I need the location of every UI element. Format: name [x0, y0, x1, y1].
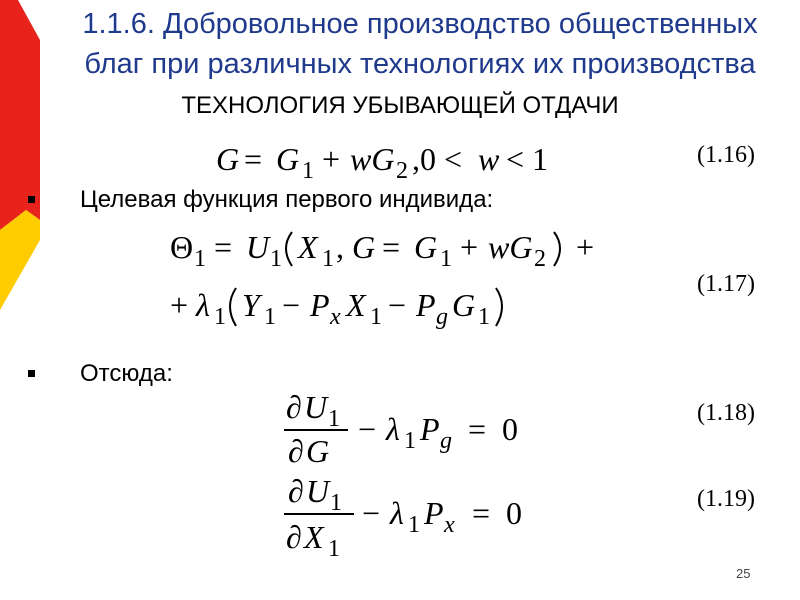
svg-text:x: x [444, 512, 455, 538]
equation-1-17-line-2 [170, 278, 590, 334]
svg-text:2: 2 [534, 246, 546, 272]
svg-text:∂: ∂ [286, 389, 302, 425]
svg-text:λ: λ [390, 495, 404, 531]
equation-number-1-16: (1.16) [697, 142, 755, 168]
bullet-marker [28, 370, 35, 377]
svg-text:G: G [276, 141, 300, 177]
svg-text:−: − [282, 287, 301, 323]
svg-text:U: U [246, 229, 270, 265]
svg-text:< 1: < 1 [506, 141, 549, 177]
svg-text:1: 1 [404, 428, 416, 454]
svg-text:+: + [322, 141, 341, 177]
svg-text:=: = [244, 141, 263, 177]
svg-text:λ: λ [386, 411, 400, 447]
svg-text:X: X [346, 287, 366, 323]
equation-1-18 [282, 386, 582, 470]
svg-text:2: 2 [396, 158, 408, 184]
svg-text:P: P [424, 495, 444, 531]
title-line-2: благ при различных технологиях их производства [84, 48, 756, 80]
svg-text:∂: ∂ [288, 473, 304, 509]
svg-text:=: = [382, 229, 401, 265]
decorative-corner-shape [0, 0, 40, 310]
equation-number-1-17: (1.17) [697, 271, 755, 297]
svg-text:=: = [468, 411, 487, 447]
svg-text:1: 1 [194, 246, 206, 272]
svg-text:−: − [362, 495, 381, 531]
svg-text:1: 1 [328, 536, 340, 562]
svg-text:1: 1 [270, 246, 282, 272]
svg-text:wG: wG [350, 141, 395, 177]
svg-text:1: 1 [440, 246, 452, 272]
svg-text:wG: wG [488, 229, 533, 265]
svg-text:X: X [304, 519, 324, 555]
equation-1-17-line-1 [170, 222, 650, 274]
svg-text:G: G [306, 433, 330, 469]
equation-number-1-18: (1.18) [697, 400, 755, 426]
svg-text:G: G [352, 229, 376, 265]
svg-text:+: + [170, 287, 189, 323]
svg-text:∂: ∂ [286, 519, 302, 555]
svg-text:1: 1 [370, 304, 382, 330]
svg-text:1: 1 [330, 490, 342, 516]
equation-1-16 [216, 138, 596, 184]
svg-text:P: P [310, 287, 330, 323]
svg-text:x: x [330, 304, 341, 330]
svg-text:1: 1 [214, 304, 226, 330]
svg-text:0: 0 [506, 495, 522, 531]
svg-text:G: G [452, 287, 476, 323]
svg-text:P: P [420, 411, 440, 447]
title-line-1: 1.1.6. Добровольное производство общественных [82, 8, 758, 40]
svg-text:0: 0 [502, 411, 518, 447]
svg-text:U: U [306, 473, 330, 509]
svg-text:=: = [214, 229, 233, 265]
svg-text:w: w [478, 141, 500, 177]
svg-text:=: = [472, 495, 491, 531]
svg-text:G: G [414, 229, 438, 265]
svg-text:G: G [216, 141, 240, 177]
slide-number: 25 [736, 566, 751, 581]
svg-text:λ: λ [196, 287, 210, 323]
svg-text:X: X [298, 229, 318, 265]
bullet-text: Целевая функция первого индивида: [80, 186, 494, 213]
svg-text:1: 1 [322, 246, 334, 272]
equation-1-19 [282, 470, 582, 560]
bullet-text: Отсюда: [80, 360, 173, 387]
svg-text:+: + [460, 229, 479, 265]
svg-text:1: 1 [408, 512, 420, 538]
svg-text:Y: Y [242, 287, 260, 323]
section-heading: ТЕХНОЛОГИЯ УБЫВАЮЩЕЙ ОТДАЧИ [181, 92, 619, 119]
svg-text:1: 1 [302, 158, 314, 184]
svg-text:g: g [436, 304, 448, 330]
svg-text:,0 <: ,0 < [412, 141, 463, 177]
svg-text:+: + [576, 229, 595, 265]
svg-text:−: − [358, 411, 377, 447]
svg-text:1: 1 [478, 304, 490, 330]
slide-title [40, 4, 800, 84]
svg-text:−: − [388, 287, 407, 323]
svg-text:∂: ∂ [288, 433, 304, 469]
bullet-marker [28, 196, 35, 203]
svg-text:P: P [416, 287, 436, 323]
svg-text:g: g [440, 428, 452, 454]
svg-text:1: 1 [328, 406, 340, 432]
svg-text:Θ: Θ [170, 229, 194, 265]
svg-text:U: U [304, 389, 328, 425]
svg-text:1: 1 [264, 304, 276, 330]
svg-text:,: , [336, 229, 344, 265]
equation-number-1-19: (1.19) [697, 486, 755, 512]
